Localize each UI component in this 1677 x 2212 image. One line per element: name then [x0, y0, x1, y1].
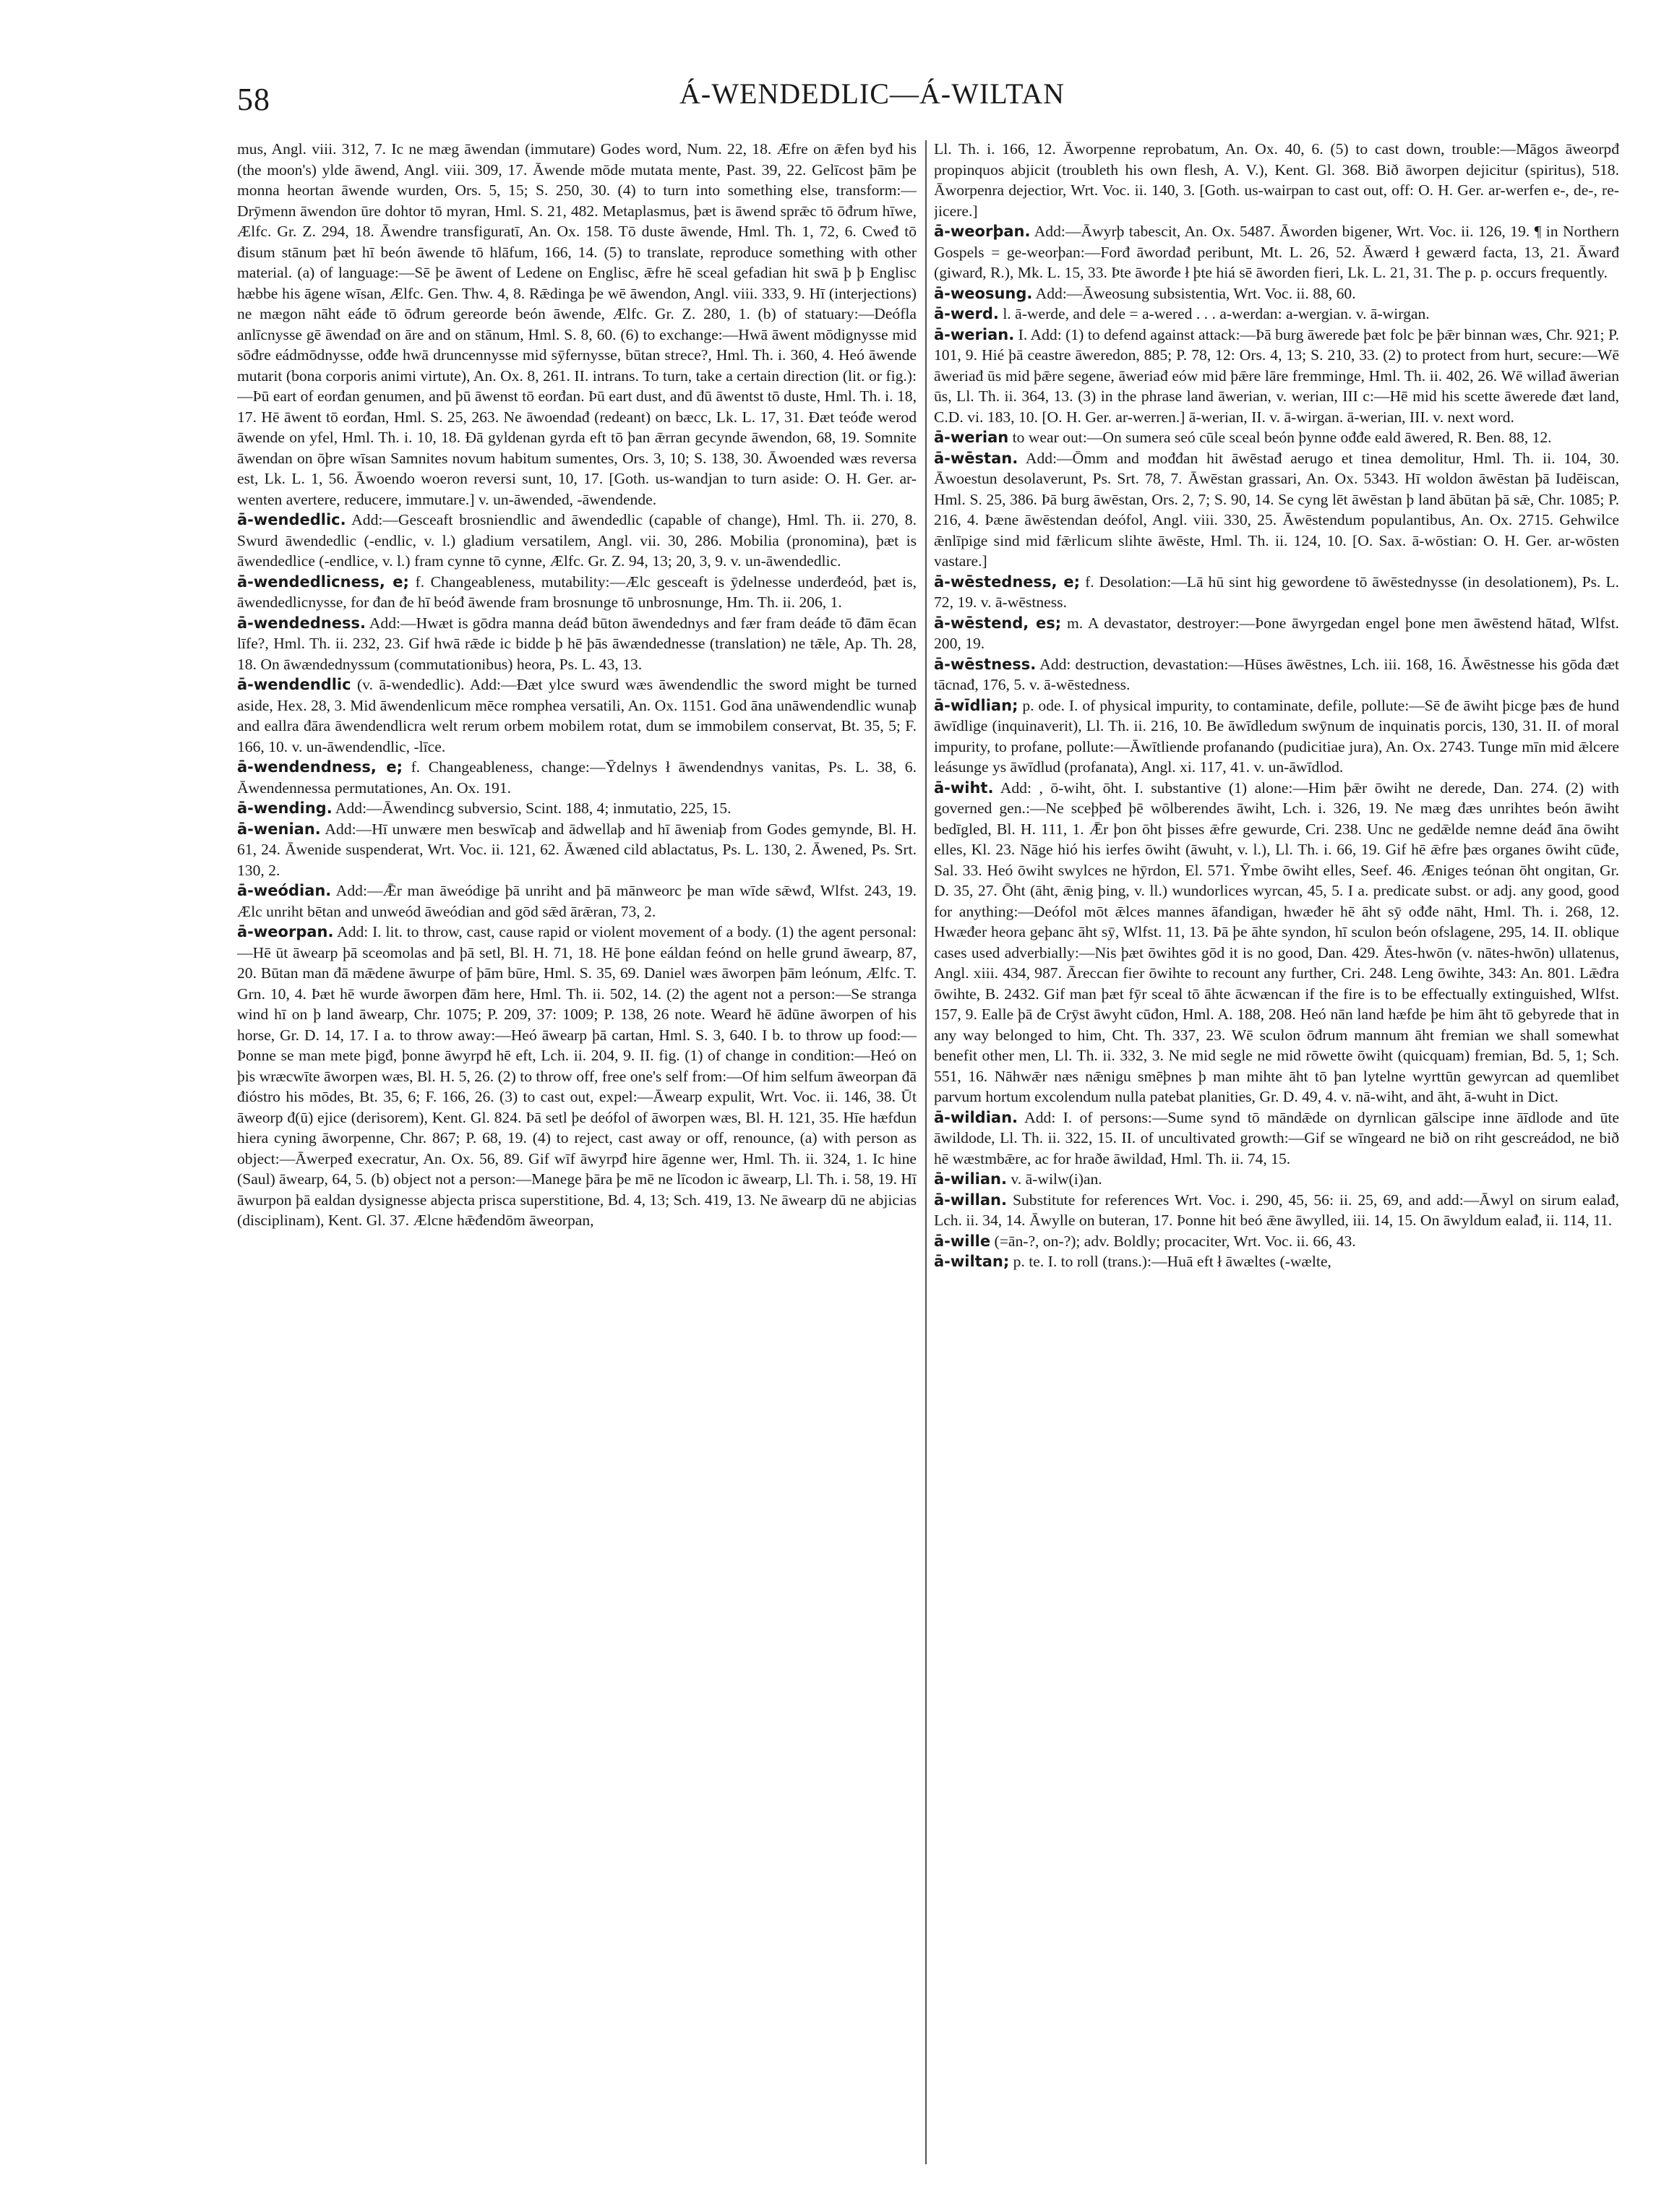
dictionary-entry [934, 654, 1619, 695]
entry-text: Add: destruction, devastation:—Hūses āwēstnes, Lch. iii. 168, 16. Āwēstnesse his gōda đæt tācnađ, 176, 5. v. ā-wēstedness. [934, 655, 1619, 693]
entry-headword: ā-weosung. [934, 284, 1033, 302]
entry-headword: ā-weorpan. [237, 923, 334, 940]
entry-text: f. Changeableness, mutability:—Ælc gesceaft is ȳdelnesse underđeód, þæt is, āwendedlicnysse, for đan đe hī beóđ āwende fram brosnunge tō unbrosnunge, Hm. Th. ii. 206, 1. [237, 573, 917, 611]
entry-headword: ā-wīdlian; [934, 696, 1018, 714]
entry-headword: ā-wendedlicness, e; [237, 573, 409, 591]
dictionary-entry [237, 880, 917, 922]
entry-text: p. te. I. to roll (trans.):—Huā eft ł āwæltes (-wælte, [1013, 1253, 1331, 1270]
entry-text: Add:—Āwendincg subversio, Scint. 188, 4; inmutatio, 225, 15. [335, 800, 732, 817]
dictionary-entry [934, 139, 1619, 221]
entry-headword: ā-wille [934, 1232, 991, 1250]
entry-headword: ā-werd. [934, 305, 999, 322]
dictionary-entry [237, 798, 917, 819]
entry-headword: ā-wendendness, e; [237, 758, 403, 776]
entry-text: Ll. Th. i. 166, 12. Āworpenne reprobatum, An. Ox. 40, 6. (5) to cast down, trouble:—Māgos āweorpđ propinquos abjicit (troubleth his own flesh, A. V.), Kent. Gl. 368. Bið āworpen dejicitur (spiritus), 518. Āworpenra dejectior, Wrt. Voc. ii. 140, 3. [Goth. us-wairpan to cast out, off: O. H. Ger. ar-werfen e-, de-, re-jicere.] [934, 140, 1619, 220]
entry-headword: ā-werian. [934, 325, 1015, 343]
entry-text: m. A devastator, destroyer:—Þone āwyrgedan engel þone men āwēstend hātađ, Wlfst. 200, 19. [934, 614, 1619, 652]
dictionary-entry [934, 1190, 1619, 1231]
entry-headword: ā-weódian. [237, 882, 332, 899]
entry-text: mus, Angl. viii. 312, 7. Ic ne mæg āwendan (immutare) Godes word, Num. 22, 18. Æfre on ǣfen byđ his (the moon's) ylde āwend, Angl. viii. 309, 17. Āwende mōde mutata mente, Past. 39, 22. Gelīcost þām þe monna heortan āwende wurden, Ors. 5, 15; S. 250, 30. (4) to turn into something else, transform:—Drȳmenn āwendon ūre dohtor tō myran, Hml. S. 21, 482. Metaplasmus, þæt is āwend sprǣc tō ōđrum hīwe, Ælfc. Gr. Z. 294, 18. Āwendre transfiguratī, An. Ox. 158. Tō duste āwende, Hml. Th. 1, 72, 6. Cweđ tō đisum stānum þæt hī beón āwende tō hlāfum, 166, 14. (5) to translate, reproduce something with other material. (a) of language:—Sē þe āwent of Ledene on Englisc, ǣfre hē sceal gefadian hit swā þ þ Englisc hæbbe his āgene wīsan, Ælfc. Gen. Thw. 4, 8. Rǣdinga þe wē āwendon, Angl. viii. 333, 9. Hī (interjections) ne mægon nāht eáđe tō ōđrum gereorde beón āwende, Ælfc. Gr. Z. 280, 1. (b) of statuary:—Deófla anlīcnysse gē āwendađ on āre and on stānum, Hml. S. 8, 60. (6) to exchange:—Hwā āwent mōdignysse mid sōđre eádmōdnysse, ođđe hwā druncennysse mid sȳfernysse, būtan strece?, Hml. Th. i. 360, 4. Heó āwende mutarit (bona corporis animi virtute), An. Ox. 8, 261. II. intrans. To turn, take a certain direction (lit. or fig.):—Þū eart of eorđan genumen, and þū āwenst tō eorđan. Þū eart dust, and đū āwentst tō duste, Hml. Th. i. 18, 17. Hē āwent tō eorđan, Hml. S. 25, 263. Ne āwoendađ (redeant) on bæcc, Lk. L. 17, 31. Đæt teóđe werod āwende on yfel, Hml. Th. i. 10, 18. Đā gyldenan gyrda eft tō þan ǣrran gecynde āwendon, 68, 19. Somnite āwendan on ōþre wīsan Samnites novum habitum sumentes, Ors. 3, 10; S. 138, 30. Āwoended wæs reversa est, Lk. L. 1, 56. Āwoendo woeron reversi sunt, 10, 17. [Goth. us-wandjan to turn aside: O. H. Ger. ar-wenten avertere, reducere, immutare.] v. un-āwended, -āwendende. [237, 140, 917, 508]
dictionary-entry [934, 1107, 1619, 1170]
entry-text: I. Add: (1) to defend against attack:—Þā burg āwerede þæt folc þe þǣr binnan wæs, Chr. 921; P. 101, 9. Hié þā ceastre āweredon, 885; P. 78, 12: Ors. 4, 13; S. 210, 33. (2) to protect from hurt, secure:—Wē āweriađ ūs mid þǣre segene, āweriađ eów mid þǣre lāre fremminge, Hml. Th. ii. 402, 26. Wē willađ āwerian ūs, Ll. Th. ii. 364, 13. (3) in the phrase land āwerian, v. werian, III c:—Hē mid his scette āwerede đæt land, C.D. vi. 183, 10. [O. H. Ger. ar-werren.] ā-werian, II. v. ā-wirgan. ā-werian, III. v. next word. [934, 325, 1619, 426]
dictionary-entry [934, 1231, 1619, 1252]
entry-text: l. ā-werde, and dele = a-wered . . . a-werdan: a-wergian. v. ā-wirgan. [1003, 305, 1430, 322]
dictionary-entry [237, 139, 917, 510]
dictionary-entry [934, 1169, 1619, 1190]
entry-headword: ā-weorþan. [934, 223, 1031, 240]
entry-text: Add:—Āwyrþ tabescit, An. Ox. 5487. Āworden bigener, Wrt. Voc. ii. 126, 19. ¶ in Northern Gospels = ge-weorþan:—Forđ āwordađ peribunt, Mt. L. 26, 52. Āwærd ł gewærd facta, 13, 21. Āwarđ (giwarđ, R.), Mk. L. 15, 33. Þte āworđe ł þte hiá sē āworden fieri, Lk. L. 21, 31. The p. p. occurs frequently. [934, 223, 1619, 281]
entry-text: Add:—Hwæt is gōdra manna deáđ būton āwendednys and fær fram deáđe tō đām ēcan līfe?, Hml. Th. ii. 232, 23. Gif hwā rǣde ic bidde þ hē þās āwændednesse (translation) ne tǣle, Ap. Th. 28, 18. On āwændednyssum (commutationibus) heora, Ps. L. 43, 13. [237, 614, 917, 673]
entry-headword: ā-wenian. [237, 820, 321, 838]
entry-headword: ā-willan. [934, 1191, 1007, 1209]
dictionary-entry [237, 922, 917, 1231]
entry-text: Add:—Gesceaft brosniendlic and āwendedlic (capable of change), Hml. Th. ii. 270, 8. Swurd āwendedlic (-endlic, v. l.) gladium versatilem, Angl. vii. 30, 286. Mobilia (pronomina), þæt is āwendedlice (-endlice, v. l.) fram cynne tō cynne, Ælfc. Gr. Z. 94, 13; 20, 3, 9. v. un-āwendedlic. [237, 511, 917, 570]
entry-text: v. ā-wilw(i)an. [1011, 1170, 1102, 1188]
left-column [237, 139, 917, 2192]
entry-text: Add: I. of persons:—Sume synd tō māndǣde on dyrnlican gālscipe inne āīdlode and ūte āwildode, Ll. Th. ii. 322, 15. II. of uncultivated growth:—Gif se wīngeard ne bið on riht gescreádod, ne bið hē wæstmbǣre, ac for hraðe āwildađ, Hml. Th. ii. 74, 15. [934, 1108, 1619, 1167]
entry-text: Add:—Āweosung subsistentia, Wrt. Voc. ii. 88, 60. [1035, 284, 1356, 302]
entry-headword: ā-wilian. [934, 1170, 1007, 1188]
dictionary-entry [934, 1251, 1619, 1272]
entry-headword: ā-wēstedness, e; [934, 573, 1081, 591]
entry-text: Add:—Ǣr man āweódige þā unriht and þā mānweorc þe man wīde sǣwđ, Wlfst. 243, 19. Ælc unriht bētan and unweód āweódian and gōd sǣd ārǣran, 73, 2. [237, 882, 917, 920]
entry-text: to wear out:—On sumera seó cūle sceal beón þynne ođđe eald āwered, R. Ben. 88, 12. [1012, 429, 1552, 446]
page-number: 58 [237, 82, 270, 117]
dictionary-entry [934, 613, 1619, 654]
dictionary-entry [237, 757, 917, 798]
dictionary-entry [237, 613, 917, 675]
column-divider [925, 140, 927, 2164]
entry-text: Add:—Ōmm and mođđan hit āwēstađ aerugo et tinea demolitur, Hml. Th. ii. 104, 30. Āwoestun desolaverunt, Ps. Srt. 78, 7. Āwēstan grassari, An. Ox. 5343. Hī woldon āwēstan þā Iudēiscan, Hml. S. 25, 386. Þā burg āwēstan, Ors. 2, 7; S. 90, 14. Se cyng lēt āwēstan þ land ābūtan þā sǣ, Chr. 1085; P. 216, 4. Þæne āwēstendan deófol, Angl. viii. 330, 25. Āwēstendum populantibus, An. Ox. 2715. Gehwilce ǣnlīpige sind mid fǣrlicum slihte āwēste, Hml. Th. ii. 124, 10. [O. Sax. ā-wōstian: O. H. Ger. ar-wōsten vastare.] [934, 449, 1619, 570]
entry-headword: ā-wendedlic. [237, 511, 346, 528]
dictionary-entry [934, 695, 1619, 778]
dictionary-entry [237, 572, 917, 613]
entry-headword: ā-wēstan. [934, 449, 1018, 467]
entry-text: (v. ā-wendedlic). Add:—Đæt ylce swurd wæs āwendendlic the sword might be turned aside, Hex. 28, 3. Mid āwendenlicum mēce romphea versatili, An. Ox. 1151. God āna unāwendendlic wunaþ and eallra đāra āwendendlicra welt rerum orbem mobilem rotat, dum se immobilem conservat, Bt. 35, 5; F. 166, 10. v. un-āwendendlic, -līce. [237, 676, 917, 755]
entry-text: Add:—Hī unwære men beswīcaþ and ādwellaþ and hī āweniaþ from Godes gemynde, Bl. H. 61, 24. Āwenide suspenderat, Wrt. Voc. ii. 121, 62. Āwæned cild ablactatus, Ps. L. 130, 2. Āwened, Ps. Srt. 130, 2. [237, 820, 917, 879]
entry-headword: ā-wendedness. [237, 614, 366, 632]
entry-text: f. Desolation:—Lā hū sint hig gewordene tō āwēstednysse (in desolationem), Ps. L. 72, 19. v. ā-wēstness. [934, 573, 1619, 611]
dictionary-entry [237, 674, 917, 757]
dictionary-entry [237, 510, 917, 572]
entry-text: (=ān-?, on-?); adv. Boldly; procaciter, Wrt. Voc. ii. 66, 43. [994, 1232, 1356, 1250]
dictionary-entry [934, 221, 1619, 283]
entry-headword: ā-wēstend, es; [934, 614, 1062, 632]
entry-text: Add: , ō-wiht, ōht. I. substantive (1) alone:—Him þǣr ōwiht ne derede, Dan. 274. (2) with governed gen.:—Ne sceþþeđ þē wōlberendes āwiht, Lch. i. 326, 19. Ne mæg đæs unrihtes beón āwiht bedīgled, Bl. H. 111, 1. Ǣr þon ōht þisses ǣfre gewurde, Cri. 238. Unc ne gedǣlde nemne deáđ āna ōwiht elles, Kl. 23. Nāge hió his ierfes ōwiht (āwuht, v. l.), Ll. Th. i. 66, 19. Gif hē ǣfre þæs organes ōwiht cūđe, Sal. 33. Heó ōwiht swylces ne hȳrdon, El. 571. Ȳmbe ōwiht elles, Seef. 46. Æniges teónan ōht ongitan, Gr. D. 35, 27. Ōht (āht, ǣnig þing, v. ll.) wundorlices wyrcan, 45, 5. I a. predicate subst. or adj. any good, good for anything:—Deófol mōt ǣlces mannes āfandigan, hwæđer hē āht sȳ ođđe nāht, Hml. Th. i. 268, 12. Hwæđer heora geþanc āht sȳ, Wlfst. 11, 13. Þā þe āhte syndon, hī sculon beón ofslagene, 295, 14. II. oblique cases used adverbially:—Nis þæt ōwihtes gōd it is no good, Dan. 429. Ātes-hwōn (v. nātes-hwōn) ullatenus, Angl. xiii. 434, 987. Āreccan fier ōwihte to recount any further, Cri. 248. Leng ōwihte, 343: An. 801. Lǣđra ōwihte, B. 2432. Gif man þæt fȳr sceal tō āhte ācwæncan if the fire is to be effectually extinguished, Wlfst. 157, 9. Ealle þā đe Crȳst āwyht cūđon, Hml. A. 188, 208. Heó nān land hæfde þe him āht tō gebyrede that in any way belonged to him, Cht. Th. 337, 23. Wē sculon ōđrum mannum āht fremian we shall somewhat benefit other men, Ll. Th. ii. 332, 3. Ne mid segle ne mid rōwette ōwiht (quicquam) fremian, Bd. 5, 1; Sch. 551, 16. Nāhwǣr næs nǣnigu smēþnes þ man mihte āht tō þan lytelne wyrttūn gewyrcan ad quemlibet parvum hortum excolendum nulla patebat planities, Gr. D. 49, 4. v. nā-wiht, and āht, ā-wuht in Dict. [934, 779, 1619, 1105]
dictionary-entry [934, 572, 1619, 613]
entry-text: f. Changeableness, change:—Ȳdelnys ł āwendendnys vanitas, Ps. L. 38, 6. Āwendennessa permutationes, An. Ox. 191. [237, 758, 917, 797]
running-title: Á-WENDEDLIC—Á-WILTAN [679, 77, 1065, 110]
entry-headword: ā-wēstness. [934, 655, 1037, 673]
dictionary-entry [934, 448, 1619, 572]
entry-text: p. ode. I. of physical impurity, to contaminate, defile, pollute:—Sē đe āwiht þicge þæs đe hund āwīdlige (inquinaverit), Ll. Th. ii. 216, 10. Be āwīdledum swȳnum de inquinatis porcis, 130, 31. II. of moral impurity, to profane, pollute:—Āwītliende profanando (pudicitiae jura), An. Ox. 2743. Tunge mīn mid ǣlcere leásunge ys āwīdlud (profanata), Angl. xi. 117, 41. v. un-āwīdlod. [934, 696, 1619, 776]
dictionary-entry [934, 778, 1619, 1107]
entry-headword: ā-wending. [237, 800, 333, 817]
right-column [934, 139, 1619, 2192]
dictionary-entry [934, 325, 1619, 428]
entry-text: Add: I. lit. to throw, cast, cause rapid or violent movement of a body. (1) the agent personal:—Hē ūt āwearp þā sceomolas and þā setl, Bl. H. 71, 18. Hē þone eáldan feónd on helle grund āwearp, 87, 20. Būtan man đā mǣdene āwurpe of þām būre, Hml. S. 35, 69. Daniel wæs āworpen þām leónum, Ælfc. T. Grn. 10, 4. Þæt hē wurde āworpen đām here, Hml. Th. ii. 502, 14. (2) the agent not a person:—Se stranga wind hī on þ land āwearp, Chr. 1075; P. 209, 37: 1009; P. 138, 26 note. Wearđ hē ādūne āworpen of his horse, Gr. D. 14, 17. I a. to throw away:—Heó āwearp þā cartan, Hml. S. 3, 640. I b. to throw up food:—Þonne se man mete þigđ, þonne āwyrpđ hē eft, Lch. ii. 204, 9. II. fig. (1) of change in condition:—Heó on þis wræcwīte āworpen wæs, Bl. H. 5, 26. (2) to throw off, free one's self from:—Of him selfum āweorpan đā đióstro his mōdes, Bt. 35, 6; F. 166, 26. (3) to cast out, expel:—Āwearp expulit, Wrt. Voc. ii. 146, 38. Ūt āweorp đ(ū) ejice (derisorem), Kent. Gl. 824. Þā setl þe deófol of āworpen wæs, Bl. H. 121, 35. Hīe hæfdun hiera cyning āworpenne, Chr. 867; P. 68, 19. (4) to reject, cast away or off, renounce, (a) with person as object:—Āwerpeđ execratur, An. Ox. 56, 89. Gif wīf āwyrpđ hire āgenne wer, Hml. Th. ii. 324, 1. Ic hine (Saul) āwearp, 64, 5. (b) object not a person:—Manege þāra þe mē ne līcodon ic āwearp, Ll. Th. i. 58, 19. Hī āwurpon þā ealdan dysignesse abjecta prisca superstitione, Bd. 4, 13; Sch. 419, 13. Ne āwearp dū ne abjicias (disciplinam), Kent. Gl. 37. Ælcne hǣđendōm āweorpan, [237, 923, 917, 1229]
entry-headword: ā-wiht. [934, 779, 994, 797]
dictionary-entry [934, 304, 1619, 325]
entry-text: Substitute for references Wrt. Voc. i. 290, 45, 56: ii. 25, 69, and add:—Āwyl on sirum ealađ, Lch. ii. 34, 14. Āwylle on buteran, 17. Þonne hit beó ǣne āwylled, iii. 14, 15. On āwyldum ealađ, ii. 114, 11. [934, 1191, 1619, 1229]
entry-headword: ā-wendendlic [237, 676, 351, 693]
dictionary-entry [934, 427, 1619, 448]
entry-headword: ā-werian [934, 429, 1009, 446]
entry-headword: ā-wildian. [934, 1108, 1018, 1126]
dictionary-entry [934, 283, 1619, 304]
dictionary-entry [237, 819, 917, 881]
entry-headword: ā-wiltan; [934, 1253, 1010, 1270]
